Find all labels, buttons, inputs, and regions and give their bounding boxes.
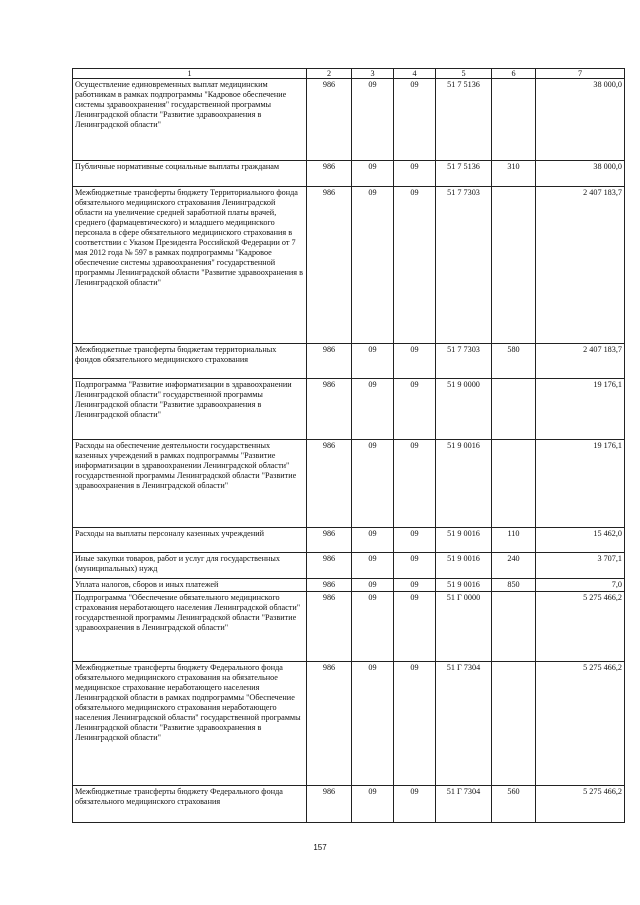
page-number: 157 [313,843,327,852]
row-code-4: 09 [394,579,436,592]
row-code-4: 09 [394,528,436,553]
table-row [73,344,625,379]
row-code-5: 51 7 7303 [436,187,492,344]
row-name: Осуществление единовременных выплат медицинским работникам в рамках подпрограммы "Кадровое обеспечение системы здравоохранения" государственной программы Ленинградской области "Развитие здравоохранения в Ленинградской области" [73,79,307,161]
row-code-6 [492,379,536,440]
row-code-2: 986 [307,440,352,528]
row-amount: 3 707,1 [536,553,625,579]
row-code-3: 09 [352,662,394,786]
row-amount: 2 407 183,7 [536,187,625,344]
row-name: Межбюджетные трансферты бюджетам территориальных фондов обязательного медицинского страхования [73,344,307,379]
row-amount: 5 275 466,2 [536,662,625,786]
table-row [73,786,625,823]
row-code-6 [492,662,536,786]
row-code-6 [492,79,536,161]
row-code-6: 850 [492,579,536,592]
row-code-3: 09 [352,161,394,187]
row-code-3: 09 [352,344,394,379]
row-code-3: 09 [352,379,394,440]
table-row [73,579,625,592]
row-name: Иные закупки товаров, работ и услуг для государственных (муниципальных) нужд [73,553,307,579]
table-row [73,662,625,786]
row-code-4: 09 [394,786,436,823]
header-cell: 6 [492,69,536,79]
row-code-6 [492,440,536,528]
row-code-6 [492,592,536,662]
row-amount: 5 275 466,2 [536,592,625,662]
row-code-5: 51 9 0000 [436,379,492,440]
row-name: Подпрограмма "Развитие информатизации в здравоохранении Ленинградской области" государственной программы Ленинградской области "Развитие здравоохранения в Ленинградской области" [73,379,307,440]
row-code-3: 09 [352,440,394,528]
row-code-4: 09 [394,440,436,528]
row-code-6: 560 [492,786,536,823]
row-code-5: 51 7 5136 [436,161,492,187]
row-code-5: 51 9 0016 [436,553,492,579]
header-cell: 5 [436,69,492,79]
row-name: Расходы на обеспечение деятельности государственных казенных учреждений в рамках подпрограммы "Развитие информатизации в здравоохранении Ленинградской области" государственной программы Ленинградской области "Развитие здравоохранения в Ленинградской области" [73,440,307,528]
row-code-2: 986 [307,161,352,187]
row-code-4: 09 [394,344,436,379]
row-code-3: 09 [352,79,394,161]
row-amount: 7,0 [536,579,625,592]
table-row [73,161,625,187]
row-name: Публичные нормативные социальные выплаты гражданам [73,161,307,187]
row-code-3: 09 [352,786,394,823]
header-cell: 1 [73,69,307,79]
row-code-6: 110 [492,528,536,553]
table-row [73,440,625,528]
row-code-6: 310 [492,161,536,187]
row-code-5: 51 9 0016 [436,440,492,528]
row-code-6: 580 [492,344,536,379]
row-code-3: 09 [352,528,394,553]
row-code-5: 51 9 0016 [436,528,492,553]
header-cell: 3 [352,69,394,79]
row-code-5: 51 7 5136 [436,79,492,161]
table-row [73,592,625,662]
row-code-2: 986 [307,79,352,161]
row-code-5: 51 9 0016 [436,579,492,592]
row-amount: 38 000,0 [536,161,625,187]
header-cell: 7 [536,69,625,79]
row-name: Подпрограмма "Обеспечение обязательного медицинского страхования неработающего населения Ленинградской области" государственной программы Ленинградской области "Развитие здравоохранения в Ленинградской области" [73,592,307,662]
row-code-5: 51 7 7303 [436,344,492,379]
header-cell: 2 [307,69,352,79]
row-code-2: 986 [307,379,352,440]
row-amount: 2 407 183,7 [536,344,625,379]
row-code-4: 09 [394,553,436,579]
row-code-2: 986 [307,579,352,592]
row-name: Межбюджетные трансферты бюджету Территориального фонда обязательного медицинского страхования Ленинградской области на увеличение средней заработной платы врачей, среднего (фармацевтического) и младшего медицинского персонала в сфере обязательного медицинского страхования в соответствии с Указом Президента Российской Федерации от 7 мая 2012 года № 597 в рамках подпрограммы "Кадровое обеспечение системы здравоохранения" государственной программы Ленинградской области "Развитие здравоохранения в Ленинградской области" [73,187,307,344]
table-row [73,187,625,344]
row-amount: 15 462,0 [536,528,625,553]
row-code-2: 986 [307,662,352,786]
row-code-2: 986 [307,528,352,553]
row-name: Уплата налогов, сборов и иных платежей [73,579,307,592]
row-name: Межбюджетные трансферты бюджету Федерального фонда обязательного медицинского страхования на обязательное медицинское страхование неработающего населения Ленинградской области в рамках подпрограммы "Обеспечение обязательного медицинского страхования неработающего населения Ленинградской области" государственной программы Ленинградской области "Развитие здравоохранения в Ленинградской области" [73,662,307,786]
budget-table [72,68,625,823]
header-cell: 4 [394,69,436,79]
header-row [73,69,625,79]
row-code-3: 09 [352,553,394,579]
row-code-3: 09 [352,579,394,592]
row-name: Расходы на выплаты персоналу казенных учреждений [73,528,307,553]
table-row [73,528,625,553]
row-code-6 [492,187,536,344]
row-code-2: 986 [307,786,352,823]
row-code-4: 09 [394,592,436,662]
row-code-2: 986 [307,344,352,379]
table-row [73,79,625,161]
row-code-5: 51 Г 7304 [436,786,492,823]
row-code-2: 986 [307,553,352,579]
table-row [73,553,625,579]
row-code-3: 09 [352,592,394,662]
row-code-4: 09 [394,161,436,187]
row-amount: 19 176,1 [536,379,625,440]
row-code-4: 09 [394,379,436,440]
row-name: Межбюджетные трансферты бюджету Федерального фонда обязательного медицинского страхования [73,786,307,823]
row-code-4: 09 [394,662,436,786]
row-code-2: 986 [307,592,352,662]
row-code-6: 240 [492,553,536,579]
row-amount: 19 176,1 [536,440,625,528]
row-code-5: 51 Г 7304 [436,662,492,786]
row-amount: 38 000,0 [536,79,625,161]
row-amount: 5 275 466,2 [536,786,625,823]
table-row [73,379,625,440]
row-code-4: 09 [394,187,436,344]
row-code-5: 51 Г 0000 [436,592,492,662]
row-code-4: 09 [394,79,436,161]
row-code-2: 986 [307,187,352,344]
row-code-3: 09 [352,187,394,344]
